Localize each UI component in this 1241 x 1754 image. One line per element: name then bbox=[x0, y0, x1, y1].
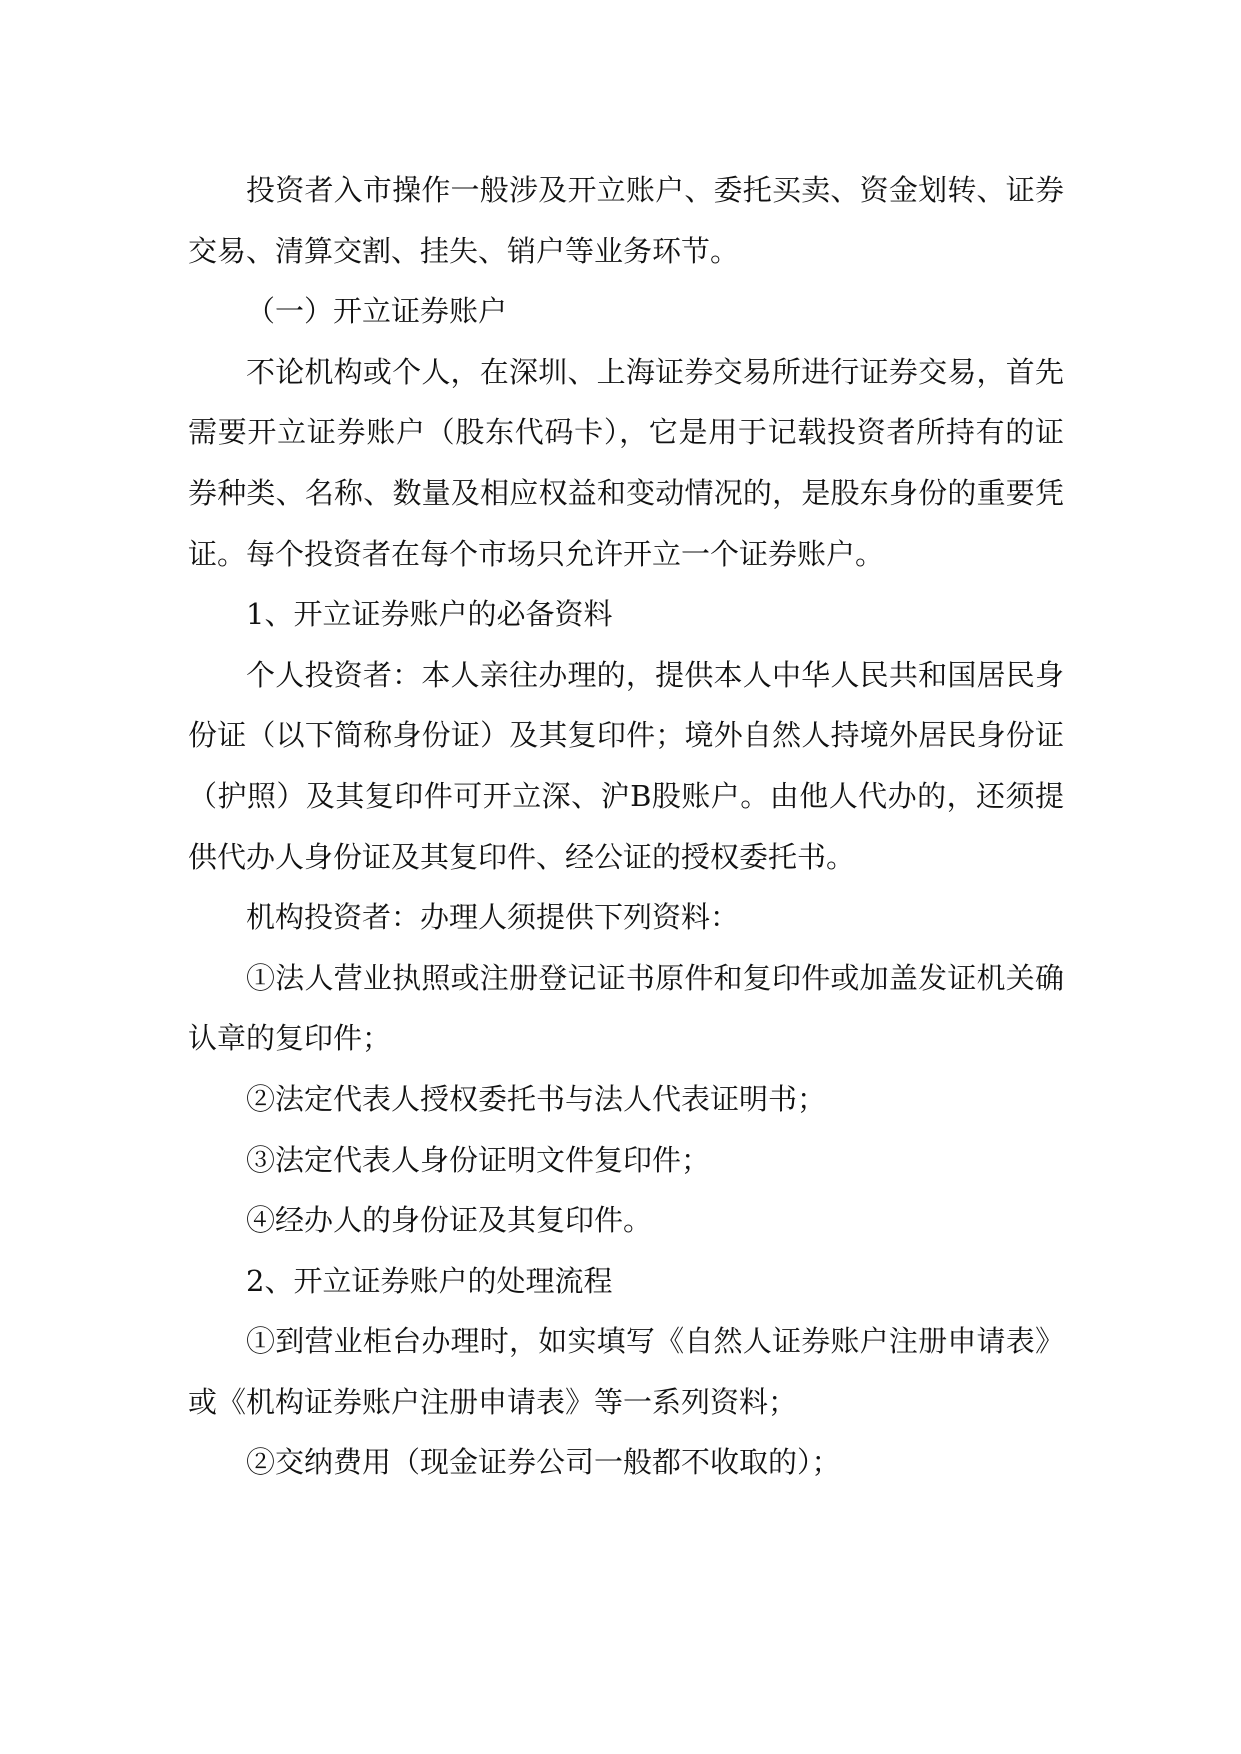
list-item-representative-id: ③法定代表人身份证明文件复印件； bbox=[246, 1142, 711, 1177]
list-item-pay-fees: ②交纳费用（现金证券公司一般都不收取的）； bbox=[246, 1445, 841, 1480]
paragraph-individual-investor: 个人投资者：本人亲往办理的，提供本人中华人民共和国居民身份证（以下简称身份证）及其复印件；境外自然人持境外居民身份证（护照）及其复印件可开立深、沪B股账户。由他人代办的，还须提供代办人身份证及其复印件、经公证的授权委托书。 bbox=[188, 657, 1064, 874]
paragraph-intro: 投资者入市操作一般涉及开立账户、委托买卖、资金划转、证券交易、清算交割、挂失、销户等业务环节。 bbox=[188, 173, 1064, 268]
document-body bbox=[188, 160, 1064, 1493]
paragraph-institutional-investor: 机构投资者：办理人须提供下列资料： bbox=[246, 900, 740, 935]
section-heading-open-account: （一）开立证券账户 bbox=[246, 294, 508, 329]
list-item-handler-id: ④经办人的身份证及其复印件。 bbox=[246, 1203, 653, 1238]
list-item-fill-forms: ①到营业柜台办理时，如实填写《自然人证券账户注册申请表》或《机构证券账户注册申请表》等一系列资料； bbox=[188, 1324, 1064, 1419]
subheading-required-materials: 1、开立证券账户的必备资料 bbox=[246, 597, 613, 632]
list-item-authorization-letter: ②法定代表人授权委托书与法人代表证明书； bbox=[246, 1081, 827, 1116]
paragraph-account-description: 不论机构或个人，在深圳、上海证券交易所进行证券交易，首先需要开立证券账户（股东代码卡），它是用于记载投资者所持有的证券种类、名称、数量及相应权益和变动情况的，是股东身份的重要凭证。每个投资者在每个市场只允许开立一个证券账户。 bbox=[188, 354, 1064, 571]
subheading-process-flow: 2、开立证券账户的处理流程 bbox=[246, 1263, 613, 1298]
list-item-business-license: ①法人营业执照或注册登记证书原件和复印件或加盖发证机关确认章的复印件； bbox=[188, 960, 1064, 1056]
